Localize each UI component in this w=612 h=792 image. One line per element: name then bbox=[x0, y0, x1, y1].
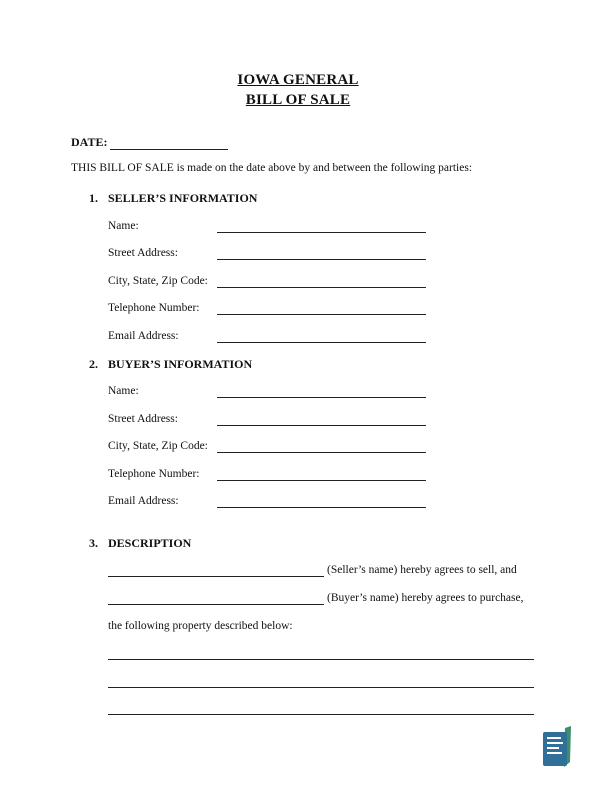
property-description-line-3[interactable] bbox=[108, 713, 534, 715]
seller-name-sell-field[interactable] bbox=[108, 575, 324, 577]
seller-street-label: Street Address: bbox=[108, 247, 178, 259]
buyer-section-number: 2. bbox=[89, 357, 98, 371]
buyer-city-label: City, State, Zip Code: bbox=[108, 440, 208, 452]
buyer-street-field[interactable] bbox=[217, 424, 426, 426]
intro-text: THIS BILL OF SALE is made on the date above by and between the following parties: bbox=[71, 162, 473, 174]
buyer-email-label: Email Address: bbox=[108, 495, 179, 507]
date-row bbox=[71, 135, 228, 150]
seller-city-label: City, State, Zip Code: bbox=[108, 275, 208, 287]
description-section-number: 3. bbox=[89, 536, 98, 550]
seller-section-title: SELLER’S INFORMATION bbox=[108, 191, 258, 205]
seller-name-field[interactable] bbox=[217, 231, 426, 233]
seller-section-heading bbox=[89, 191, 257, 206]
document-title-line1: IOWA GENERAL bbox=[237, 72, 359, 88]
seller-clause-text: (Seller’s name) hereby agrees to sell, and bbox=[327, 564, 517, 576]
buyer-clause-text: (Buyer’s name) hereby agrees to purchase, bbox=[327, 592, 524, 604]
seller-name-label: Name: bbox=[108, 220, 139, 232]
date-label: DATE: bbox=[71, 135, 108, 149]
date-field[interactable] bbox=[110, 138, 228, 150]
document-title-line2: BILL OF SALE bbox=[245, 92, 351, 108]
document-logo-icon bbox=[541, 726, 573, 768]
seller-email-field[interactable] bbox=[217, 341, 426, 343]
buyer-street-label: Street Address: bbox=[108, 413, 178, 425]
description-section-title: DESCRIPTION bbox=[108, 536, 192, 550]
buyer-phone-label: Telephone Number: bbox=[108, 468, 200, 480]
buyer-section-heading bbox=[89, 357, 252, 372]
property-description-line-1[interactable] bbox=[108, 658, 534, 660]
buyer-name-purchase-field[interactable] bbox=[108, 603, 324, 605]
seller-phone-label: Telephone Number: bbox=[108, 302, 200, 314]
seller-email-label: Email Address: bbox=[108, 330, 179, 342]
description-section-heading bbox=[89, 536, 191, 551]
buyer-name-field[interactable] bbox=[217, 396, 426, 398]
seller-phone-field[interactable] bbox=[217, 313, 426, 315]
buyer-name-label: Name: bbox=[108, 385, 139, 397]
buyer-phone-field[interactable] bbox=[217, 479, 426, 481]
buyer-section-title: BUYER’S INFORMATION bbox=[108, 357, 253, 371]
buyer-email-field[interactable] bbox=[217, 506, 426, 508]
buyer-city-field[interactable] bbox=[217, 451, 426, 453]
seller-city-field[interactable] bbox=[217, 286, 426, 288]
seller-street-field[interactable] bbox=[217, 258, 426, 260]
property-description-line-2[interactable] bbox=[108, 686, 534, 688]
seller-section-number: 1. bbox=[89, 191, 98, 205]
property-intro-text: the following property described below: bbox=[108, 620, 293, 632]
